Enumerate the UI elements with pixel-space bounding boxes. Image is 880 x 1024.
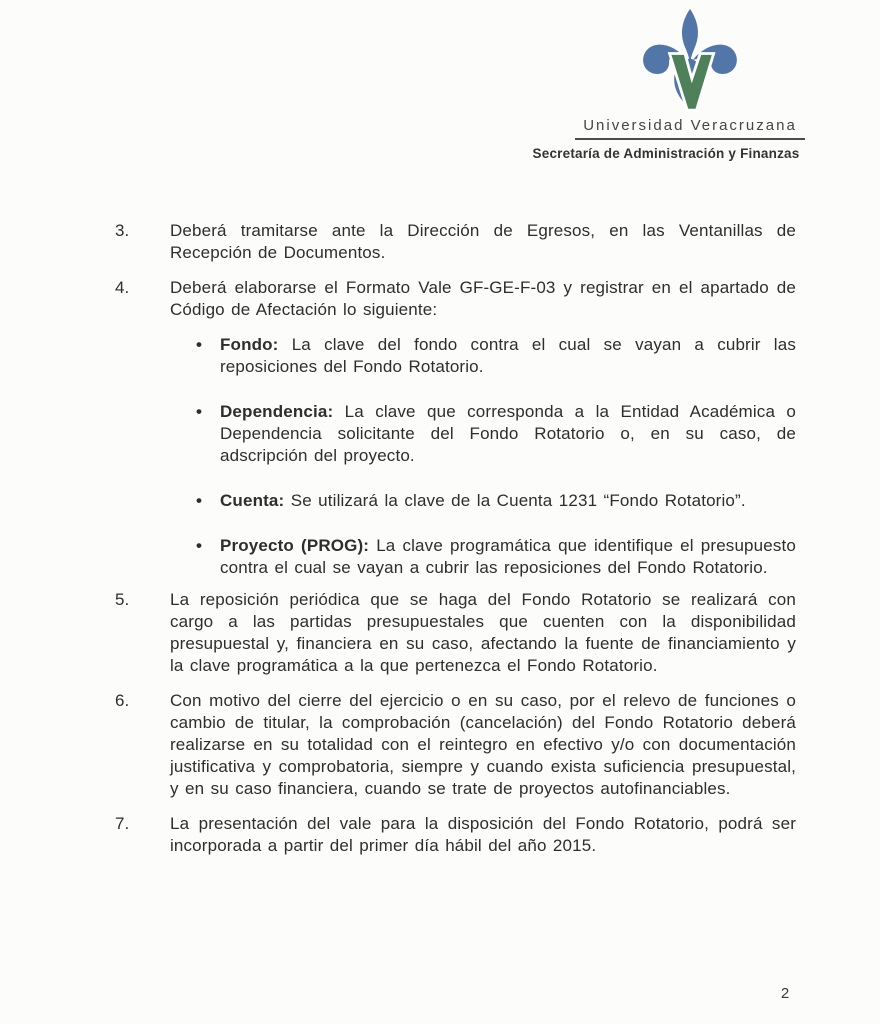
item-number: 5. xyxy=(115,590,130,609)
bullet-text: Fondo: La clave del fondo contra el cual se vayan a cubrir las reposiciones del Fondo Rotatorio. xyxy=(220,335,796,376)
bullet-text: Proyecto (PROG): La clave programática que identifique el presupuesto contra el cual se vayan a cubrir las reposiciones del Fondo Rotatorio. xyxy=(220,536,796,577)
list-item-7 xyxy=(115,813,796,857)
item-text: Con motivo del cierre del ejercicio o en su caso, por el relevo de funciones o cambio de titular, la comprobación (cancelación) del Fondo Rotatorio deberá realizarse en su totalidad con el reintegro en efectivo y/o con documentación justificativa y comprobatoria, siempre y cuando exista suficiencia presupuestal, y en su caso financiera, cuando se trate de proyectos autofinanciables. xyxy=(170,691,796,798)
item-number: 3. xyxy=(115,221,130,240)
bullet-item-fondo xyxy=(115,334,796,378)
bullet-label: Dependencia: xyxy=(220,402,334,421)
bullet-label: Cuenta: xyxy=(220,491,285,510)
bullet-icon: • xyxy=(196,402,202,421)
organization-name: Universidad Veracruzana xyxy=(575,117,805,140)
uv-fleur-de-lis-icon xyxy=(637,8,743,112)
list-item-4 xyxy=(115,277,796,321)
item-text: Deberá elaborarse el Formato Vale GF-GE-F-03 y registrar en el apartado de Código de Afectación lo siguiente: xyxy=(170,278,796,319)
document-body xyxy=(115,220,796,870)
bullet-item-cuenta xyxy=(115,490,796,512)
bullet-text: Dependencia: La clave que corresponda a la Entidad Académica o Dependencia solicitante del Fondo Rotatorio o, en su caso, de adscripción del proyecto. xyxy=(220,402,796,465)
bullet-icon: • xyxy=(196,491,202,510)
bullet-label: Proyecto (PROG): xyxy=(220,536,370,555)
list-item-6 xyxy=(115,690,796,800)
bullet-text: Cuenta: Se utilizará la clave de la Cuenta 1231 “Fondo Rotatorio”. xyxy=(220,491,746,510)
item-text: Deberá tramitarse ante la Dirección de Egresos, en las Ventanillas de Recepción de Documentos. xyxy=(170,221,796,262)
bullet-item-dependencia xyxy=(115,401,796,467)
bullet-label: Fondo: xyxy=(220,335,279,354)
page-number: 2 xyxy=(780,985,790,1002)
letterhead xyxy=(560,117,820,140)
bullet-item-proyecto xyxy=(115,535,796,579)
bullet-list xyxy=(115,334,796,579)
item-text: La reposición periódica que se haga del Fondo Rotatorio se realizará con cargo a las partidas presupuestales que cuenten con la disponibilidad presupuestal y, financiera en su caso, afectando la fuente de financiamiento y la clave programática a la que pertenezca el Fondo Rotatorio. xyxy=(170,590,796,675)
item-number: 4. xyxy=(115,278,130,297)
list-item-5 xyxy=(115,589,796,677)
item-text: La presentación del vale para la disposición del Fondo Rotatorio, podrá ser incorporada a partir del primer día hábil del año 2015. xyxy=(170,814,796,855)
bullet-icon: • xyxy=(196,536,202,555)
bullet-icon: • xyxy=(196,335,202,354)
item-number: 7. xyxy=(115,814,130,833)
department-name: Secretaría de Administración y Finanzas xyxy=(532,146,800,161)
list-item-3 xyxy=(115,220,796,264)
item-number: 6. xyxy=(115,691,130,710)
